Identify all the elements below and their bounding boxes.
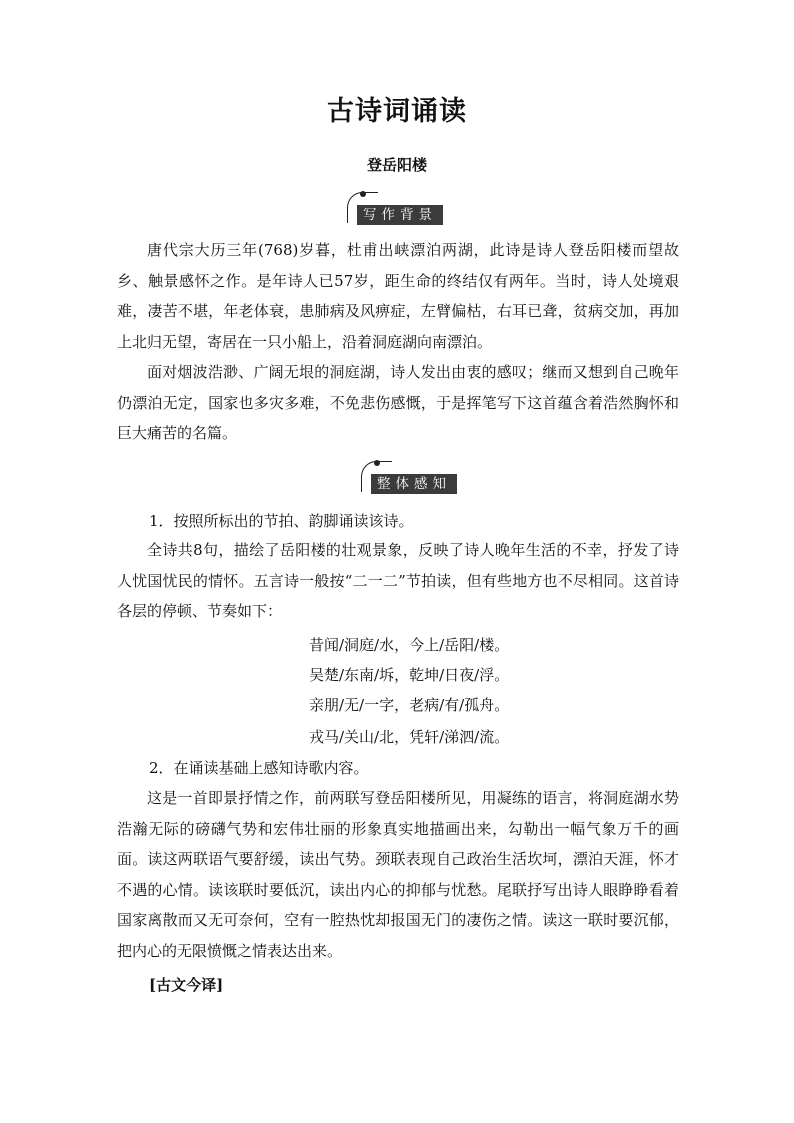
badge-dot-decoration (360, 191, 366, 197)
poem-line-3: 亲朋/无/一字，老病/有/孤舟。 (309, 696, 510, 714)
item-2-paragraph: 这是一首即景抒情之作，前两联写登岳阳楼所见，用凝练的语言，将洞庭湖水势浩瀚无际的磅礴气势和宏伟壮丽的形象真实地描画出来，勾勒出一幅气象万千的画面。读这两联语气要舒缓，读出气势。颈联表现自己政治生活坎坷，漂泊天涯，怀才不遇的心情。读该联时要低沉，读出内心的抑郁与忧愁。尾联抒写出诗人眼睁睁看着国家离散而又无可奈何，空有一腔热忱却报国无门的凄伤之情。读这一联时要沉郁，把内心的无限愤慨之情表达出来。 (117, 789, 679, 960)
poem-line-2: 吴楚/东南/坼，乾坤/日夜/浮。 (309, 666, 510, 684)
background-paragraph-2: 面对烟波浩渺、广阔无垠的洞庭湖，诗人发出由衷的感叹；继而又想到自己晚年仍漂泊无定，国家也多灾多难，不免悲伤感慨，于是挥笔写下这首蕴含着浩然胸怀和巨大痛苦的名篇。 (117, 363, 679, 442)
poem-line-4: 戎马/关山/北，凭轩/涕泗/流。 (309, 728, 510, 746)
poem-title: 登岳阳楼 (366, 156, 427, 174)
item-1-heading: 1．按照所标出的节拍、韵脚诵读该诗。 (149, 512, 414, 530)
page-title: 古诗词诵读 (327, 96, 467, 127)
badge-label: 写作背景 (357, 205, 443, 225)
background-paragraph-1: 唐代宗大历三年(768)岁暮，杜甫出峡漂泊两湖，此诗是诗人登岳阳楼而望故乡、触景感怀之作。是年诗人已57岁，距生命的终结仅有两年。当时，诗人处境艰难，凄苦不堪，年老体衰，患肺病及风痹症，左臂偏枯，右耳已聋，贫病交加，再加上北归无望，寄居在一只小船上，沿着洞庭湖向南漂泊。 (117, 241, 679, 351)
badge-label: 整体感知 (371, 474, 457, 494)
badge-dot-decoration (374, 460, 380, 466)
translation-heading: [古文今译] (149, 976, 224, 994)
poem-line-1: 昔闻/洞庭/水，今上/岳阳/楼。 (309, 636, 510, 654)
item-1-paragraph: 全诗共8句，描绘了岳阳楼的壮观景象，反映了诗人晚年生活的不幸，抒发了诗人忧国忧民的情怀。五言诗一般按“二一二”节拍读，但有些地方也不尽相同。这首诗各层的停顿、节奏如下： (117, 541, 679, 620)
item-2-heading: 2．在诵读基础上感知诗歌内容。 (149, 759, 369, 777)
